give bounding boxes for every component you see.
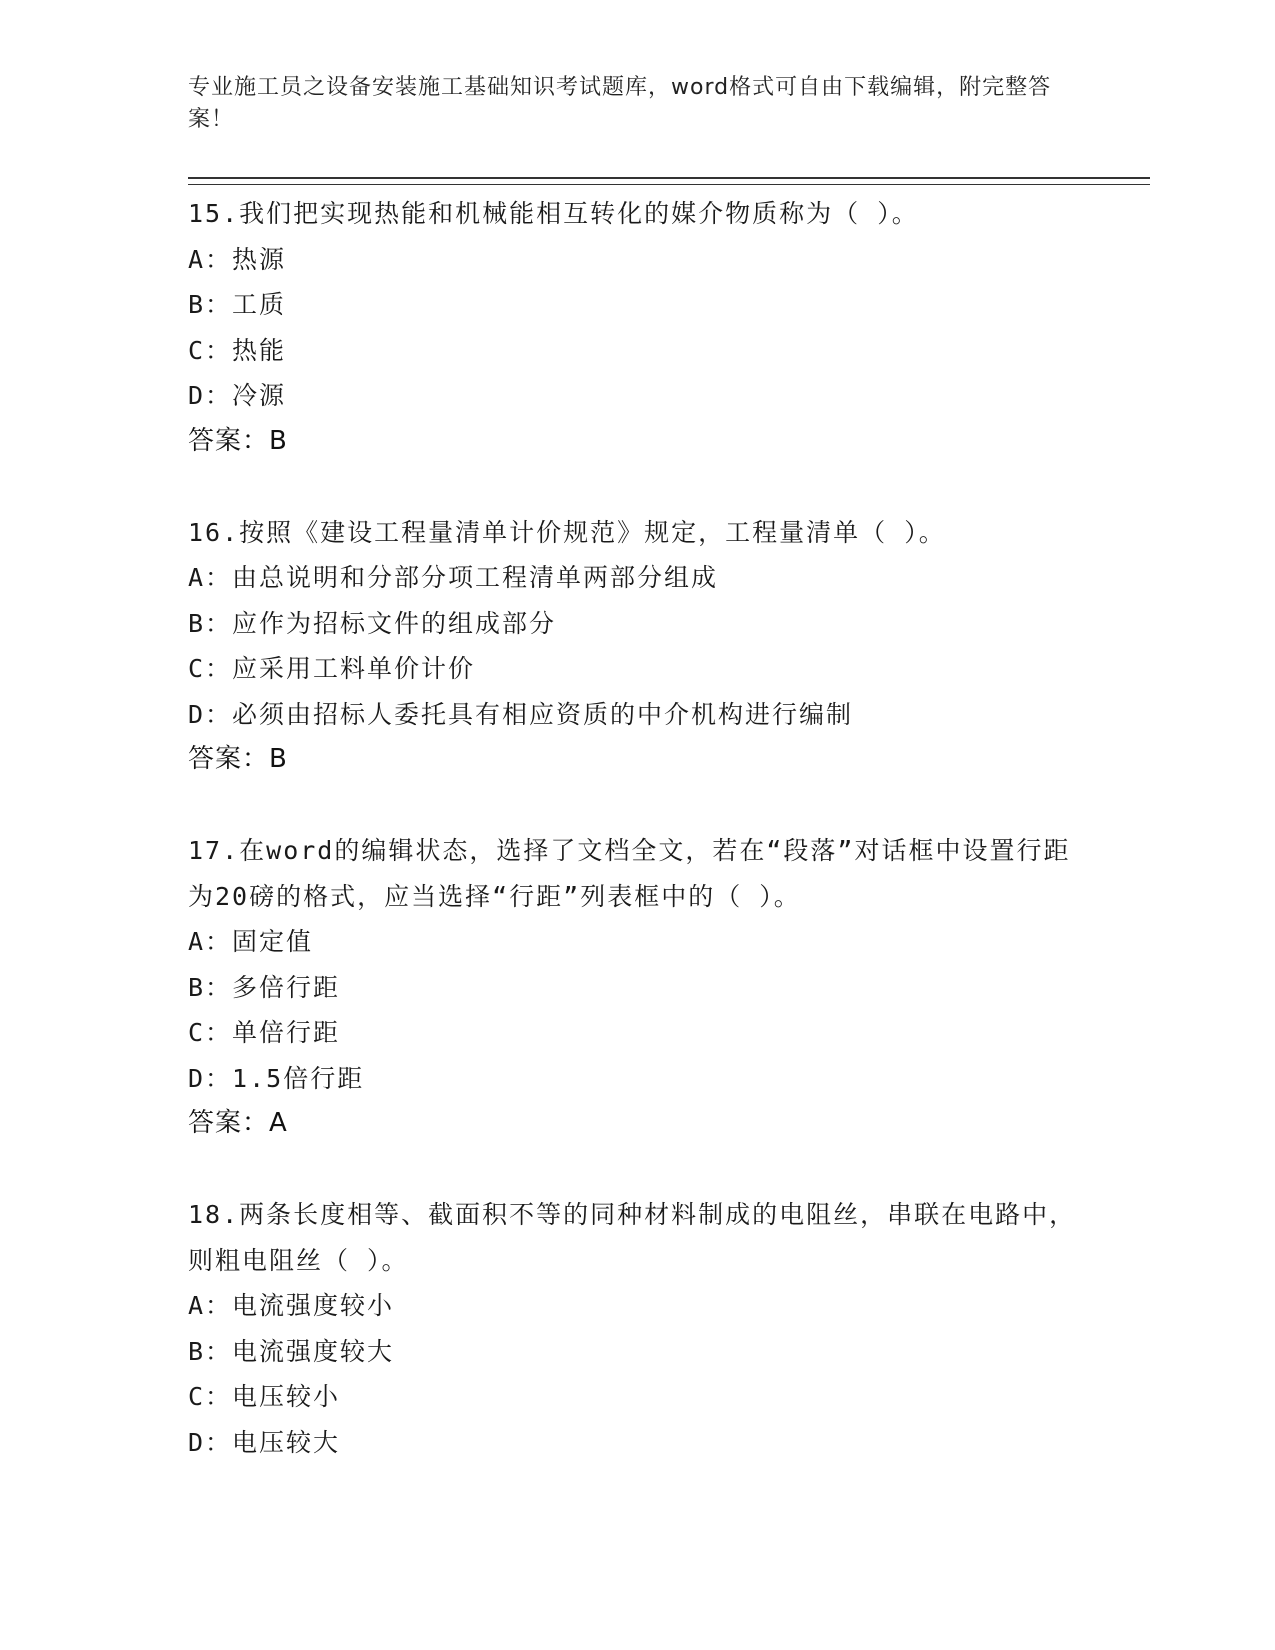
answer-line: 答案：A — [188, 1108, 288, 1138]
option-d: D：电压较大 — [188, 1427, 341, 1457]
option-b: B：工质 — [188, 290, 287, 319]
question-16 — [188, 510, 1088, 783]
option-a: A：固定值 — [188, 927, 314, 956]
question-list — [188, 191, 1088, 1511]
option-c: C：单倍行距 — [188, 1018, 341, 1047]
option-d: D：必须由招标人委托具有相应资质的中介机构进行编制 — [188, 699, 854, 729]
question-stem: 17.在word的编辑状态，选择了文档全文，若在“段落”对话框中设置行距为20磅的格式，应当选择“行距”列表框中的（ ）。 — [188, 836, 1071, 911]
option-b: B：电流强度较大 — [188, 1336, 395, 1366]
option-d: D：1.5倍行距 — [188, 1063, 365, 1093]
option-c: C：热能 — [188, 335, 287, 365]
question-18 — [188, 1192, 1088, 1465]
option-a: A：电流强度较小 — [188, 1291, 395, 1320]
question-stem: 16.按照《建设工程量清单计价规范》规定，工程量清单（ ）。 — [188, 517, 946, 547]
option-b: B：应作为招标文件的组成部分 — [188, 608, 557, 638]
option-b: B：多倍行距 — [188, 972, 341, 1002]
answer-line: 答案：B — [188, 744, 288, 774]
question-15 — [188, 191, 1088, 464]
option-c: C：应采用工料单价计价 — [188, 654, 476, 683]
document-header: 专业施工员之设备安装施工基础知识考试题库，word格式可自由下载编辑，附完整答案！ — [188, 75, 1052, 132]
option-a: A：热源 — [188, 244, 287, 274]
question-stem: 18.两条长度相等、截面积不等的同种材料制成的电阻丝，串联在电路中，则粗电阻丝（ ）。 — [188, 1200, 1077, 1275]
option-a: A：由总说明和分部分项工程清单两部分组成 — [188, 563, 719, 592]
option-c: C：电压较小 — [188, 1382, 341, 1411]
question-stem: 15.我们把实现热能和机械能相互转化的媒介物质称为（ ）。 — [188, 199, 919, 228]
question-17 — [188, 828, 1088, 1146]
header-divider — [188, 177, 1150, 185]
answer-line: 答案：B — [188, 425, 288, 456]
option-d: D：冷源 — [188, 381, 287, 410]
